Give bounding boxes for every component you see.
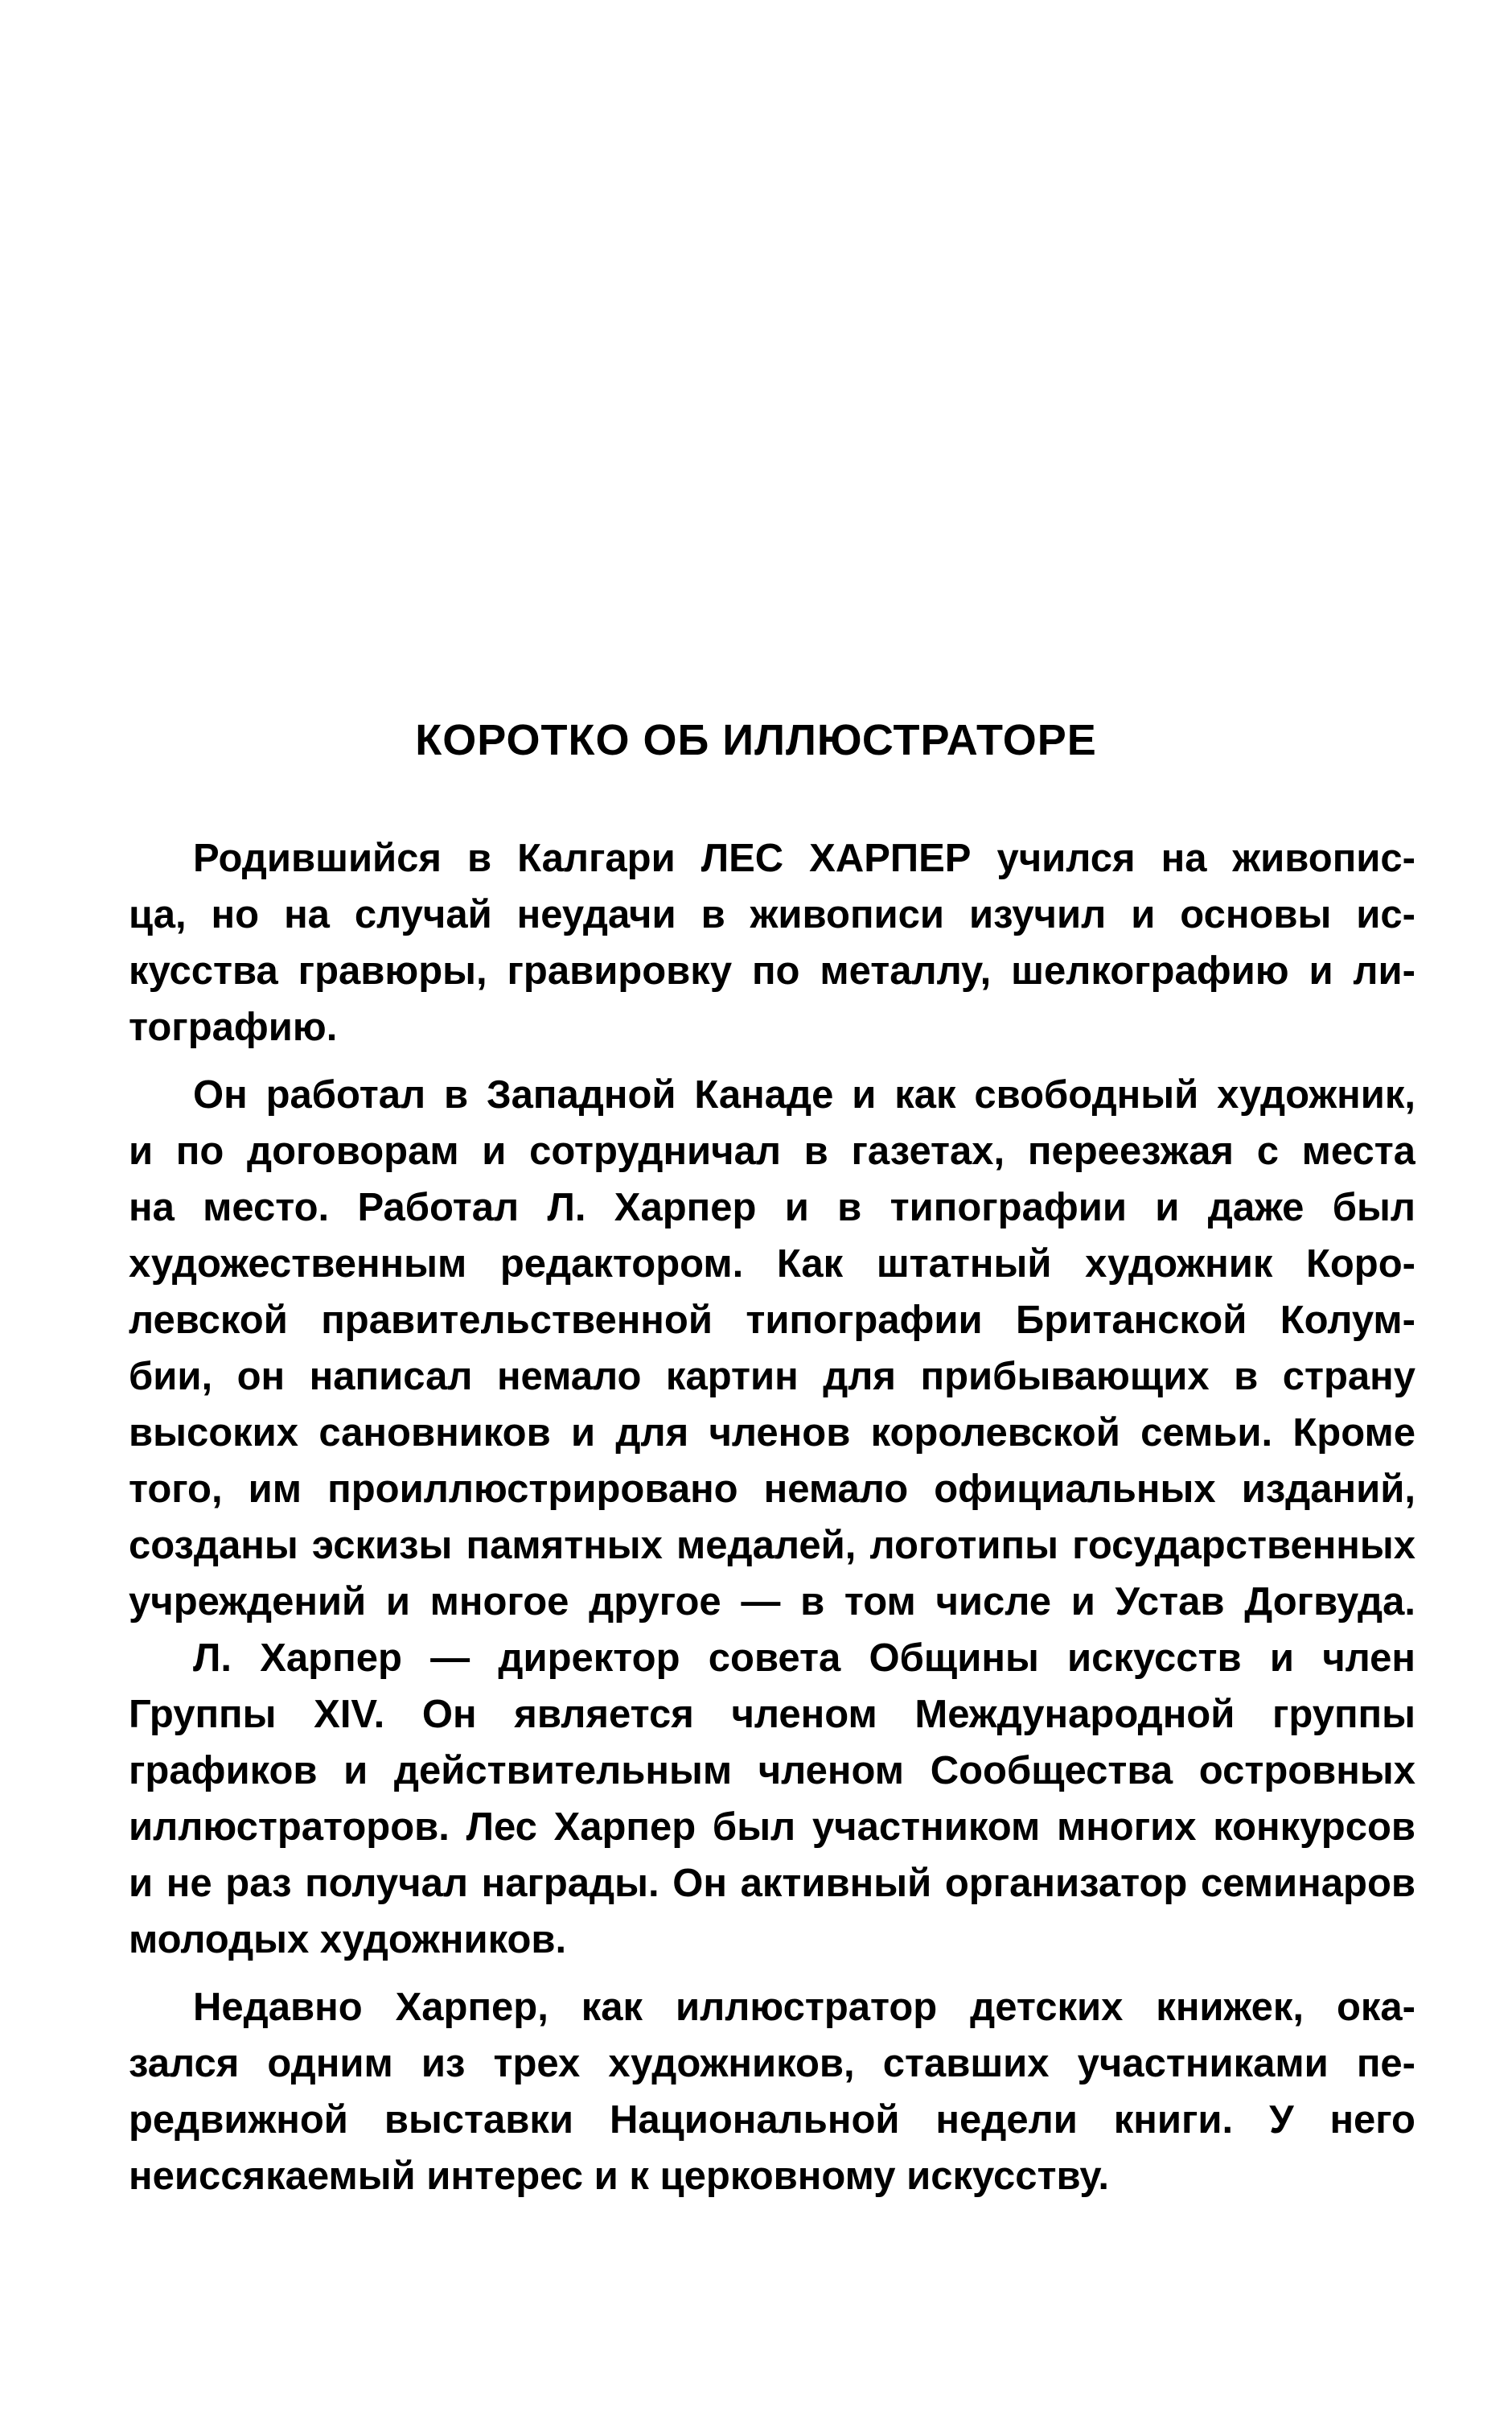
text-line: и по договорам и сотрудничал в газетах, переезжая с места xyxy=(129,1130,1415,1173)
text-line: того, им проиллюстрировано немало официальных изданий, xyxy=(129,1467,1415,1511)
text-line: и не раз получал награды. Он активный организатор семинаров xyxy=(129,1862,1415,1905)
text-line: левской правительственной типографии Британской Колум- xyxy=(129,1298,1415,1342)
paragraph-1 xyxy=(129,830,1415,1056)
text-line: Недавно Харпер, как иллюстратор детских книжек, ока- xyxy=(193,1986,1415,2029)
text-line: зался одним из трех художников, ставших участниками пе- xyxy=(129,2042,1415,2085)
text-line: Л. Харпер — директор совета Общины искусств и член xyxy=(193,1636,1415,1680)
page-title: КОРОТКО ОБ ИЛЛЮСТРАТОРЕ xyxy=(415,716,1097,764)
text-line: Группы XIV. Он является членом Международной группы xyxy=(129,1693,1415,1736)
text-line: молодых художников. xyxy=(129,1918,567,1961)
text-line: на место. Работал Л. Харпер и в типографии и даже был xyxy=(129,1186,1415,1229)
paragraph-2 xyxy=(129,1067,1415,1630)
text-line: кусства гравюры, гравировку по металлу, шелкографию и ли- xyxy=(129,949,1415,993)
text-line: созданы эскизы памятных медалей, логотипы государственных xyxy=(129,1524,1415,1567)
text-line: учреждений и многое другое — в том числе и Устав Догвуда. xyxy=(129,1580,1415,1624)
text-line: высоких сановников и для членов королевской семьи. Кроме xyxy=(129,1411,1415,1455)
text-line: Родившийся в Калгари ЛЕС ХАРПЕР учился на живопис- xyxy=(193,837,1415,880)
body-text xyxy=(129,830,1415,2204)
paragraph-3 xyxy=(129,1630,1415,1968)
text-line: тографию. xyxy=(129,1006,338,1049)
paragraph-4 xyxy=(129,1979,1415,2204)
text-line: неиссякаемый интерес и к церковному искусству. xyxy=(129,2154,1109,2198)
text-line: ца, но на случай неудачи в живописи изучил и основы ис- xyxy=(129,893,1415,936)
text-line: иллюстраторов. Лес Харпер был участником многих конкурсов xyxy=(129,1805,1415,1849)
text-line: редвижной выставки Национальной недели книги. У него xyxy=(129,2098,1415,2142)
text-line: бии, он написал немало картин для прибывающих в страну xyxy=(129,1355,1415,1398)
text-line: художественным редактором. Как штатный художник Коро- xyxy=(129,1242,1415,1286)
text-line: Он работал в Западной Канаде и как свободный художник, xyxy=(193,1073,1415,1117)
text-line: графиков и действительным членом Сообщества островных xyxy=(129,1749,1415,1792)
